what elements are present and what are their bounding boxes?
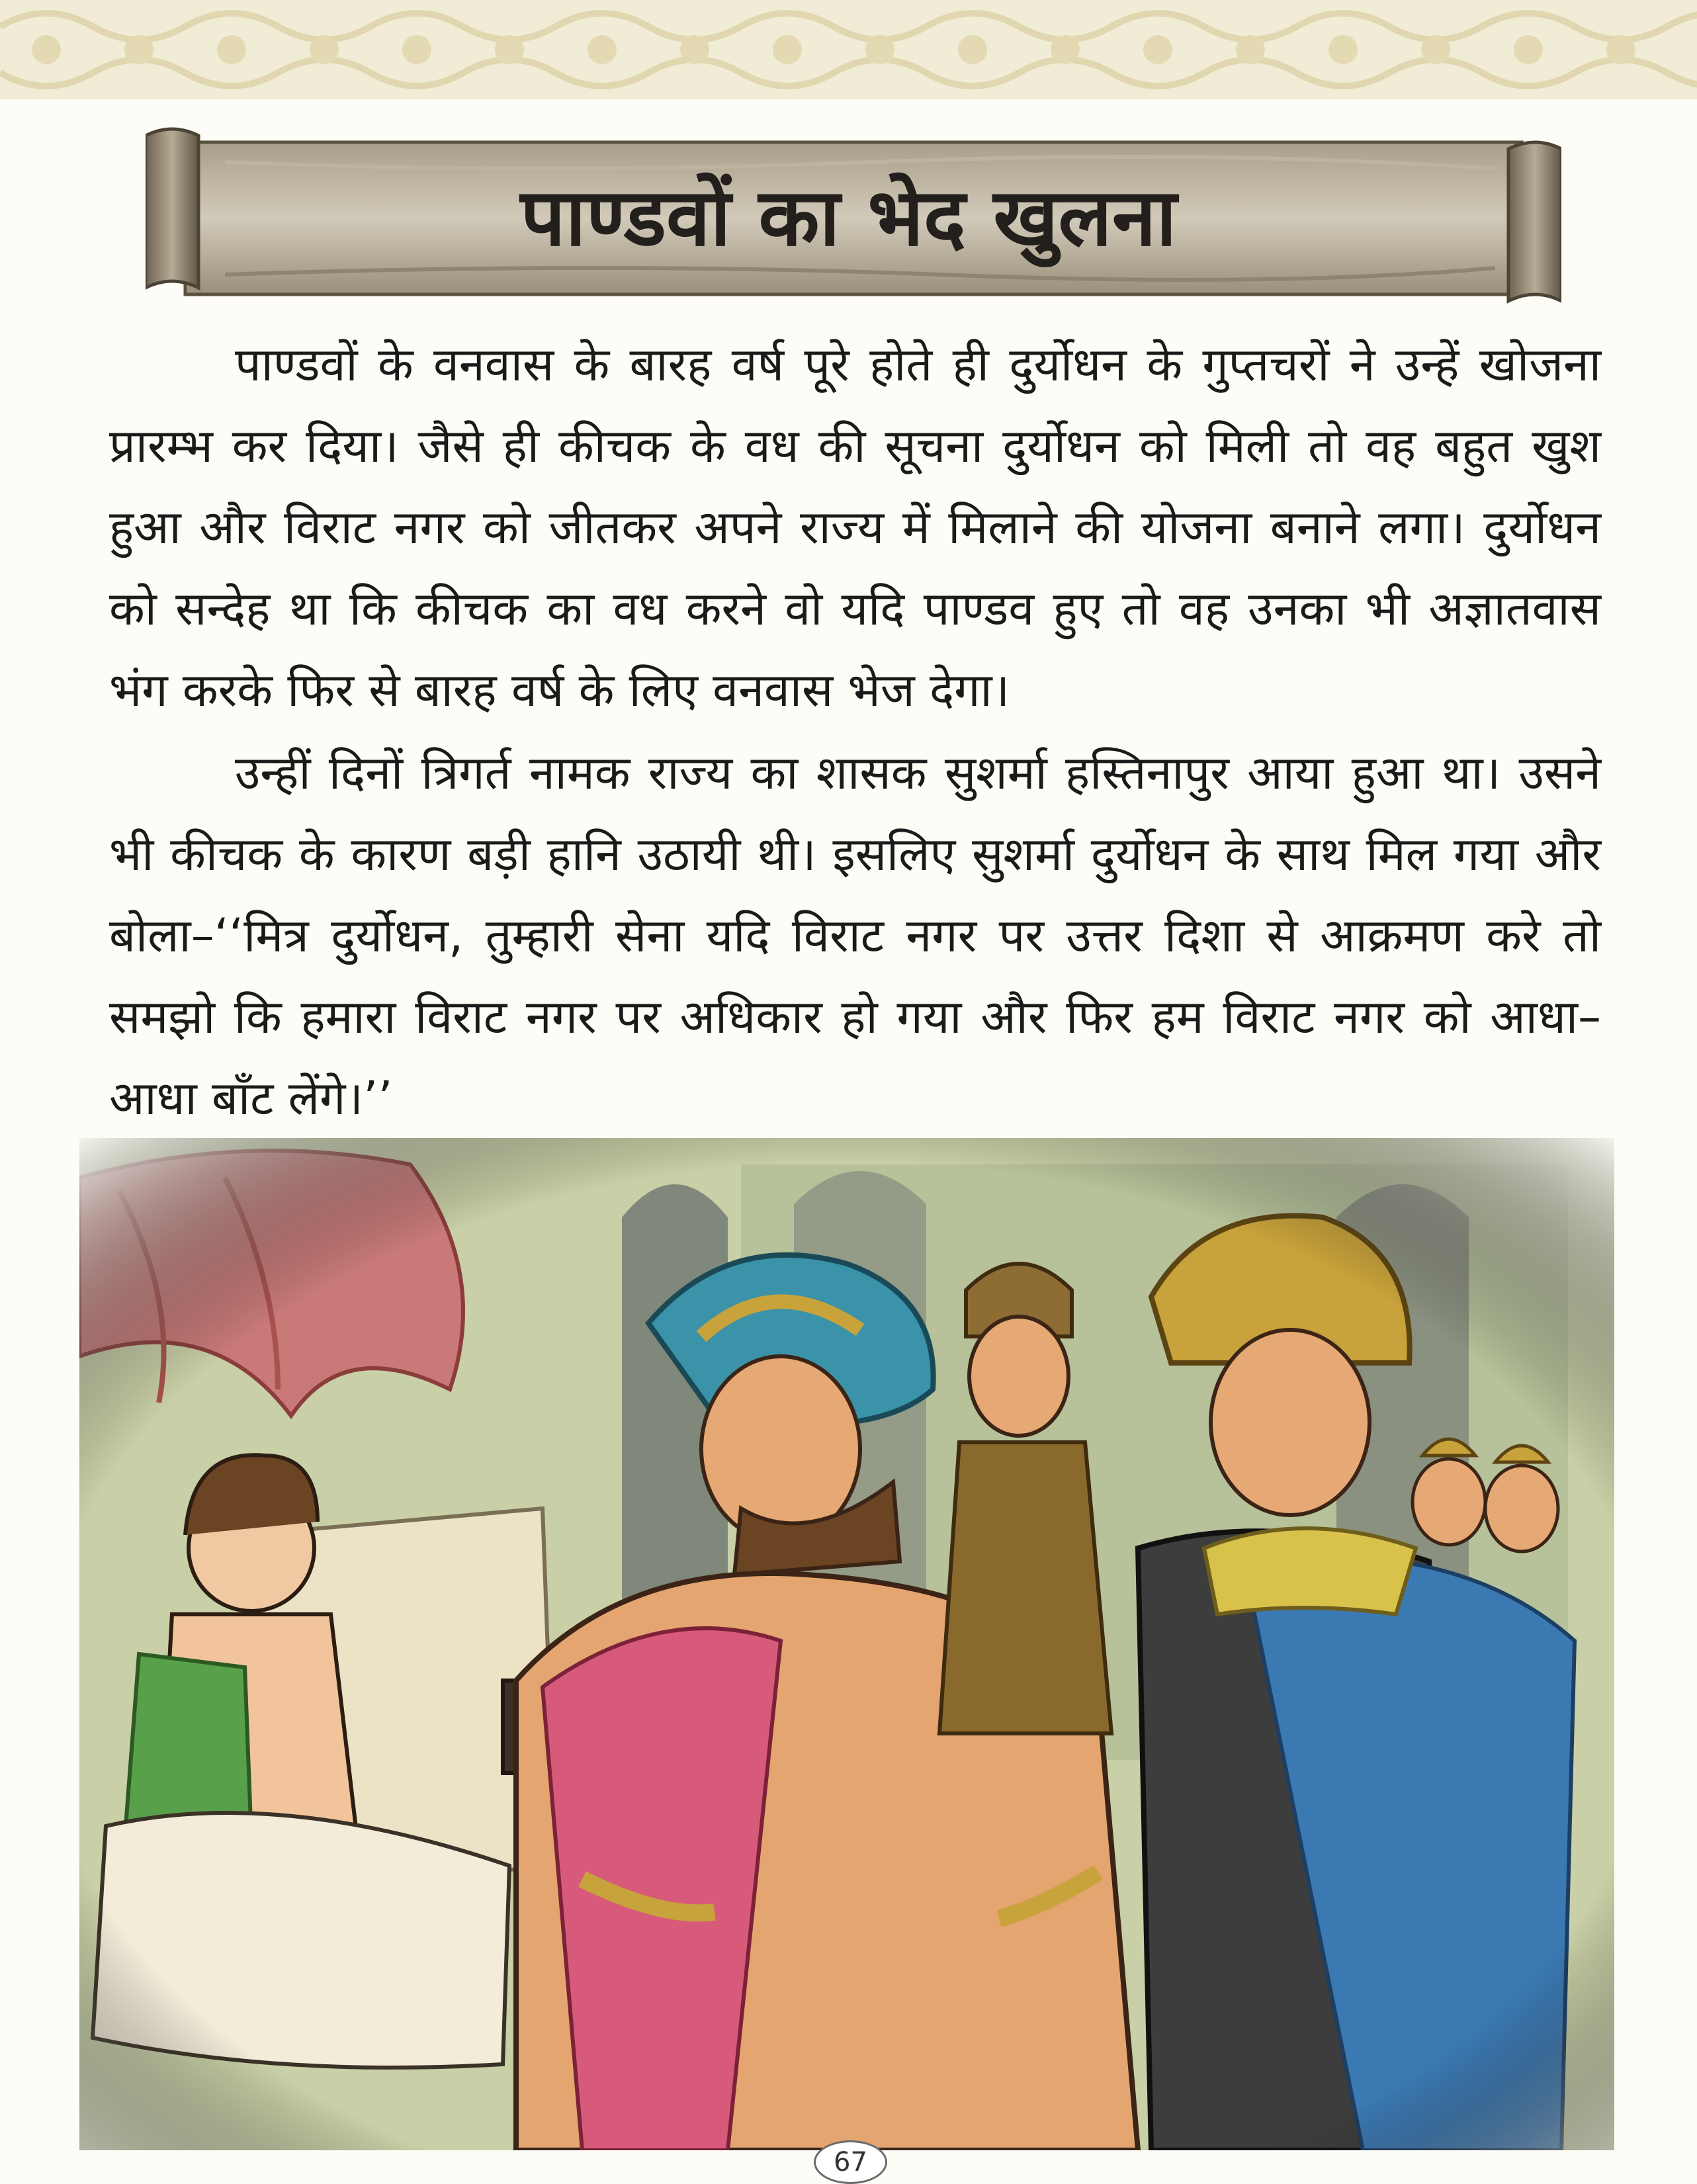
paragraph-2-container — [109, 732, 1601, 1139]
page-number: 67 — [814, 2140, 887, 2184]
chapter-title: पाण्डवों का भेद खुलना — [520, 172, 1177, 264]
court-scene-illustration — [79, 1138, 1614, 2150]
paragraph-2: उन्हीं दिनों त्रिगर्त नामक राज्य का शासक सुशर्मा हस्तिनापुर आया हुआ था। उसने भी कीचक के कारण बड़ी हानि उठायी थी। इसलिए सुशर्मा दुर्योधन के साथ मिल गया और बोला–‘‘मित्र दुर्योधन, तुम्हारी सेना यदि विराट नगर पर उत्तर दिशा से आक्रमण करे तो समझो कि हमारा विराट नगर पर अधिकार हो गया और फिर हम विराट नगर को आधा–आधा बाँट लेंगे।’’ — [109, 746, 1601, 1125]
decorative-top-border — [0, 0, 1697, 99]
paragraph-1-container — [109, 324, 1601, 731]
paragraph-1: पाण्डवों के वनवास के बारह वर्ष पूरे होते ही दुर्योधन के गुप्तचरों ने उन्हें खोजना प्रारम्भ कर दिया। जैसे ही कीचक के वध की सूचना दुर्योधन को मिली तो वह बहुत खुश हुआ और विराट नगर को जीतकर अपने राज्य में मिलाने की योजना बनाने लगा। दुर्योधन को सन्देह था कि कीचक का वध करने वो यदि पाण्डव हुए तो वह उनका भी अज्ञातवास भंग करके फिर से बारह वर्ष के लिए वनवास भेज देगा। — [109, 337, 1601, 717]
